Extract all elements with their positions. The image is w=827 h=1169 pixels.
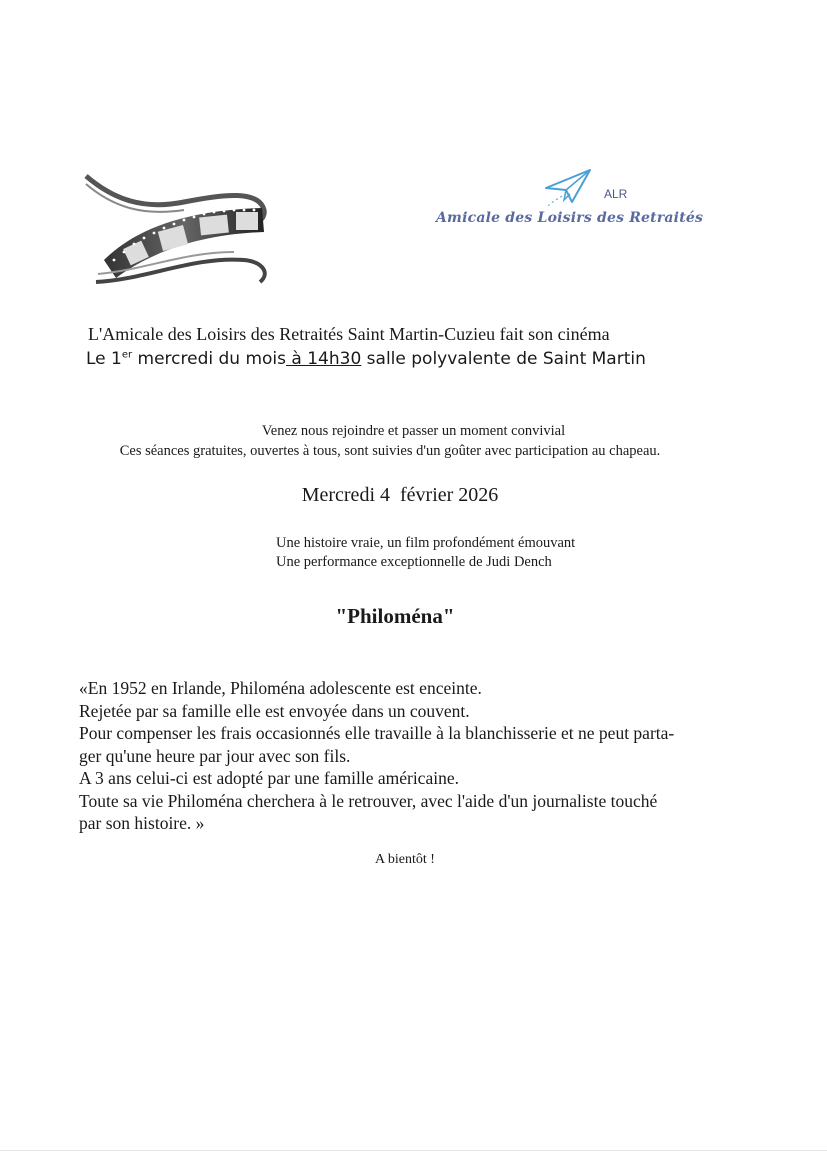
paper-plane-icon [542, 166, 594, 208]
header-line-2-part1: Le 1 [86, 349, 122, 369]
film-description-line-2: Une performance exceptionnelle de Judi Dench [276, 554, 552, 570]
synopsis-line: Toute sa vie Philoména cherchera à le retrouver, avec l'aide d'un journaliste touché [79, 790, 658, 811]
event-date: Mercredi 4 février 2026 [301, 484, 499, 506]
header-line-2-part2: mercredi du mois [132, 349, 287, 369]
synopsis-line: Rejetée par sa famille elle est envoyée dans un couvent. [79, 700, 470, 721]
film-description-line-1: Une histoire vraie, un film profondément émouvant [276, 535, 576, 551]
page-edge-divider [0, 1150, 827, 1151]
synopsis-line: par son histoire. » [79, 813, 205, 833]
synopsis-line: A 3 ans celui-ci est adopté par une famille américaine. [79, 768, 459, 788]
logo-abbreviation: ALR [604, 187, 628, 201]
invite-line-2: Ces séances gratuites, ouvertes à tous, sont suivies d'un goûter avec participation au chapeau. [119, 443, 661, 459]
film-strip-icon [84, 170, 274, 290]
synopsis-line: Pour compenser les frais occasionnés elle travaille à la blanchisserie et ne peut parta- [79, 723, 675, 743]
header-line-2-part3: salle polyvalente de Saint Martin [361, 349, 646, 369]
invite-line-1: Venez nous rejoindre et passer un moment convivial [261, 423, 566, 439]
closing-text: A bientôt ! [375, 852, 435, 867]
synopsis-line: «En 1952 en Irlande, Philoména adolescente est enceinte. [79, 678, 482, 698]
synopsis-line: ger qu'une heure par jour avec son fils. [79, 745, 351, 766]
film-description [276, 534, 575, 572]
header-line-2-sup: er [121, 349, 133, 361]
film-title: "Philoména" [335, 604, 455, 628]
synopsis [79, 677, 744, 835]
header-time: à 14h30 [286, 349, 362, 369]
logo-name: Amicale des Loisirs des Retraités [436, 210, 704, 226]
header-line-1: L'Amicale des Loisirs des Retraités Saint Martin-Cuzieu fait son cinéma [88, 324, 610, 344]
header-line-2 [86, 349, 646, 369]
